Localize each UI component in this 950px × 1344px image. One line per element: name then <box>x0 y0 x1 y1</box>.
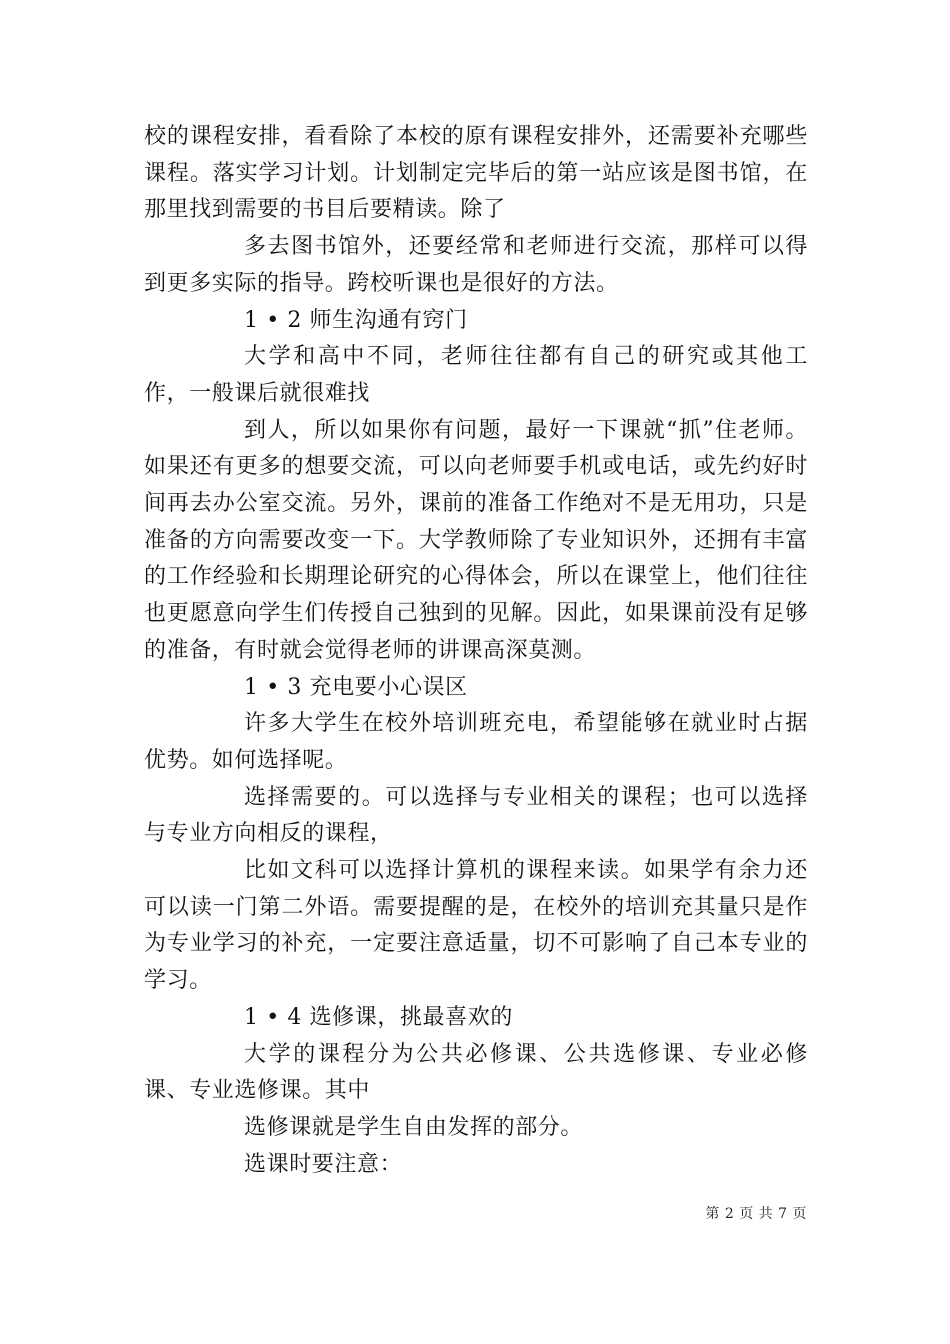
section-heading-1-2: 1 • 2 师生沟通有窍门 <box>244 307 468 333</box>
section-heading-1-3: 1 • 3 充电要小心误区 <box>244 674 468 700</box>
paragraph-9: 选修课就是学生自由发挥的部分。 <box>244 1114 584 1140</box>
paragraph-8: 大学的课程分为公共必修课、公共选修课、专业必修课、专业选修课。其中 <box>144 1041 808 1104</box>
paragraph-5: 许多大学生在校外培训班充电，希望能够在就业时占据优势。如何选择呢。 <box>144 711 808 773</box>
page-number-footer: 第 2 页 共 7 页 <box>705 1206 807 1222</box>
paragraph-2: 多去图书馆外，还要经常和老师进行交流，那样可以得到更多实际的指导。跨校听课也是很好的方法。 <box>144 234 808 296</box>
paragraph-3: 大学和高中不同，老师往往都有自己的研究或其他工作，一般课后就很难找 <box>144 344 808 406</box>
section-heading-1-4: 1 • 4 选修课，挑最喜欢的 <box>244 1004 513 1030</box>
paragraph-10: 选课时要注意： <box>244 1151 403 1177</box>
paragraph-7: 比如文科可以选择计算机的课程来读。如果学有余力还可以读一门第二外语。需要提醒的是，在校外的培训充其量只是作为专业学习的补充，一定要注意适量，切不可影响了自己本专业的学习。 <box>144 858 808 994</box>
document-body <box>144 119 808 1183</box>
paragraph-1: 校的课程安排，看看除了本校的原有课程安排外，还需要补充哪些课程。落实学习计划。计划制定完毕后的第一站应该是图书馆，在那里找到需要的书目后要精读。除了 <box>144 124 808 223</box>
paragraph-6: 选择需要的。可以选择与专业相关的课程；也可以选择与专业方向相反的课程， <box>144 784 808 847</box>
paragraph-4: 到人，所以如果你有问题，最好一下课就“抓”住老师。如果还有更多的想要交流，可以向老师要手机或电话，或先约好时间再去办公室交流。另外，课前的准备工作绝对不是无用功，只是准备的方向需要改变一下。大学教师除了专业知识外，还拥有丰富的工作经验和长期理论研究的心得体会，所以在课堂上，他们往往也更愿意向学生们传授自己独到的见解。因此，如果课前没有足够的准备，有时就会觉得老师的讲课高深莫测。 <box>144 417 808 663</box>
